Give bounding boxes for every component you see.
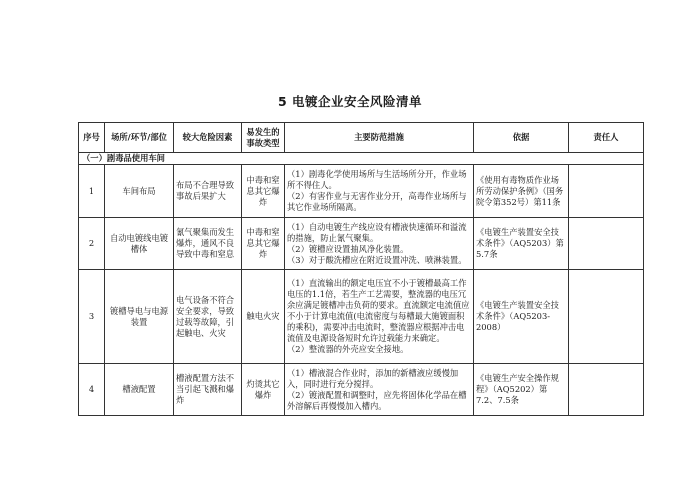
- measure-item: （2）镀液配置和调整时，应先将固体化学品在槽外溶解后再慢慢加入槽内。: [287, 389, 467, 411]
- row-basis: 《使用有毒物质作业场所劳动保护条例》（国务院令第352号）第11条: [474, 165, 569, 218]
- table-header-row: [79, 123, 644, 153]
- measure-item: （2）有害作业与无害作业分开，高毒作业场所与其它作业场所隔离。: [287, 191, 467, 212]
- table-row: [79, 165, 644, 218]
- measure-item: （2）镀槽应设置抽风净化装置。: [287, 243, 409, 254]
- row-owner: [569, 218, 644, 270]
- risk-table: [78, 122, 644, 416]
- row-hazard: 氰气聚集而发生爆炸，通风不良导致中毒和窒息: [174, 218, 242, 270]
- measure-item: （1）自动电镀生产线应设有槽液快速循环和溢流的措施，防止氰气聚集。: [287, 221, 467, 243]
- section-title: （一）剧毒品使用车间: [79, 153, 644, 165]
- row-owner: [569, 270, 644, 364]
- measure-item: （1）槽液混合作业时，添加的新槽液应缓慢加入，同时进行充分搅拌。: [287, 367, 459, 389]
- header-hazard: 较大危险因素: [174, 123, 242, 153]
- row-owner: [569, 364, 644, 416]
- row-no: 3: [79, 270, 105, 364]
- row-basis: 《电镀生产安全操作规程》（AQ5202）第7.2、7.5条: [474, 364, 569, 416]
- row-measures: [285, 364, 474, 416]
- row-hazard: 电气设备不符合安全要求，导致过载等故障，引起触电、火灾: [174, 270, 242, 364]
- row-measures: [285, 218, 474, 270]
- header-measures: 主要防范措施: [285, 123, 474, 153]
- section-row: [79, 153, 644, 165]
- row-no: 4: [79, 364, 105, 416]
- row-no: 1: [79, 165, 105, 218]
- row-measures: [285, 270, 474, 364]
- measure-item: （2）整流器的外壳应安全接地。: [287, 344, 409, 354]
- row-place: 车间布局: [105, 165, 174, 218]
- header-basis: 依据: [474, 123, 569, 153]
- row-place: 自动电镀线电镀槽体: [105, 218, 174, 270]
- row-owner: [569, 165, 644, 218]
- measure-item: （3）对于酸洗槽应在附近设置冲洗、喷淋装置。: [287, 254, 467, 265]
- measure-item: （1）剧毒化学使用场所与生活场所分开，作业场所不得住人。: [287, 169, 467, 190]
- header-owner: 责任人: [569, 123, 644, 153]
- row-measures: [285, 165, 474, 218]
- row-place: 镀槽导电与电源装置: [105, 270, 174, 364]
- header-place: 场所/环节/部位: [105, 123, 174, 153]
- row-place: 槽液配置: [105, 364, 174, 416]
- header-accident: 易发生的事故类型: [242, 123, 285, 153]
- table-row: [79, 218, 644, 270]
- measure-item: （1）直流输出的额定电压宜不小于镀槽最高工作电压的1.1倍，若生产工艺需要，整流器的电压冗余应满足镀槽冲击负荷的要求。直流额定电流值应不小于计算电流值(电流密度与每槽最大施镀面积的乘积)，需要冲击电流时，整流器应根据冲击电流值及电源设备短时允许过载能力来确定。: [287, 278, 470, 343]
- document-title: 5 电镀企业安全风险清单: [277, 94, 423, 109]
- row-accident: 触电火灾: [242, 270, 285, 364]
- row-accident: 中毒和窒息其它爆炸: [242, 218, 285, 270]
- row-no: 2: [79, 218, 105, 270]
- row-hazard: 布局不合理导致事故后果扩大: [174, 165, 242, 218]
- row-basis: 《电镀生产装置安全技术条件》（AQ5203）第5.7条: [474, 218, 569, 270]
- row-accident: 中毒和窒息其它爆炸: [242, 165, 285, 218]
- row-basis: 《电镀生产装置安全技术条件》（AQ5203-2008）: [474, 270, 569, 364]
- table-row: [79, 270, 644, 364]
- row-hazard: 槽液配置方法不当引起飞溅和爆炸: [174, 364, 242, 416]
- row-accident: 灼烫其它爆炸: [242, 364, 285, 416]
- header-no: 序号: [79, 123, 105, 153]
- table-row: [79, 364, 644, 416]
